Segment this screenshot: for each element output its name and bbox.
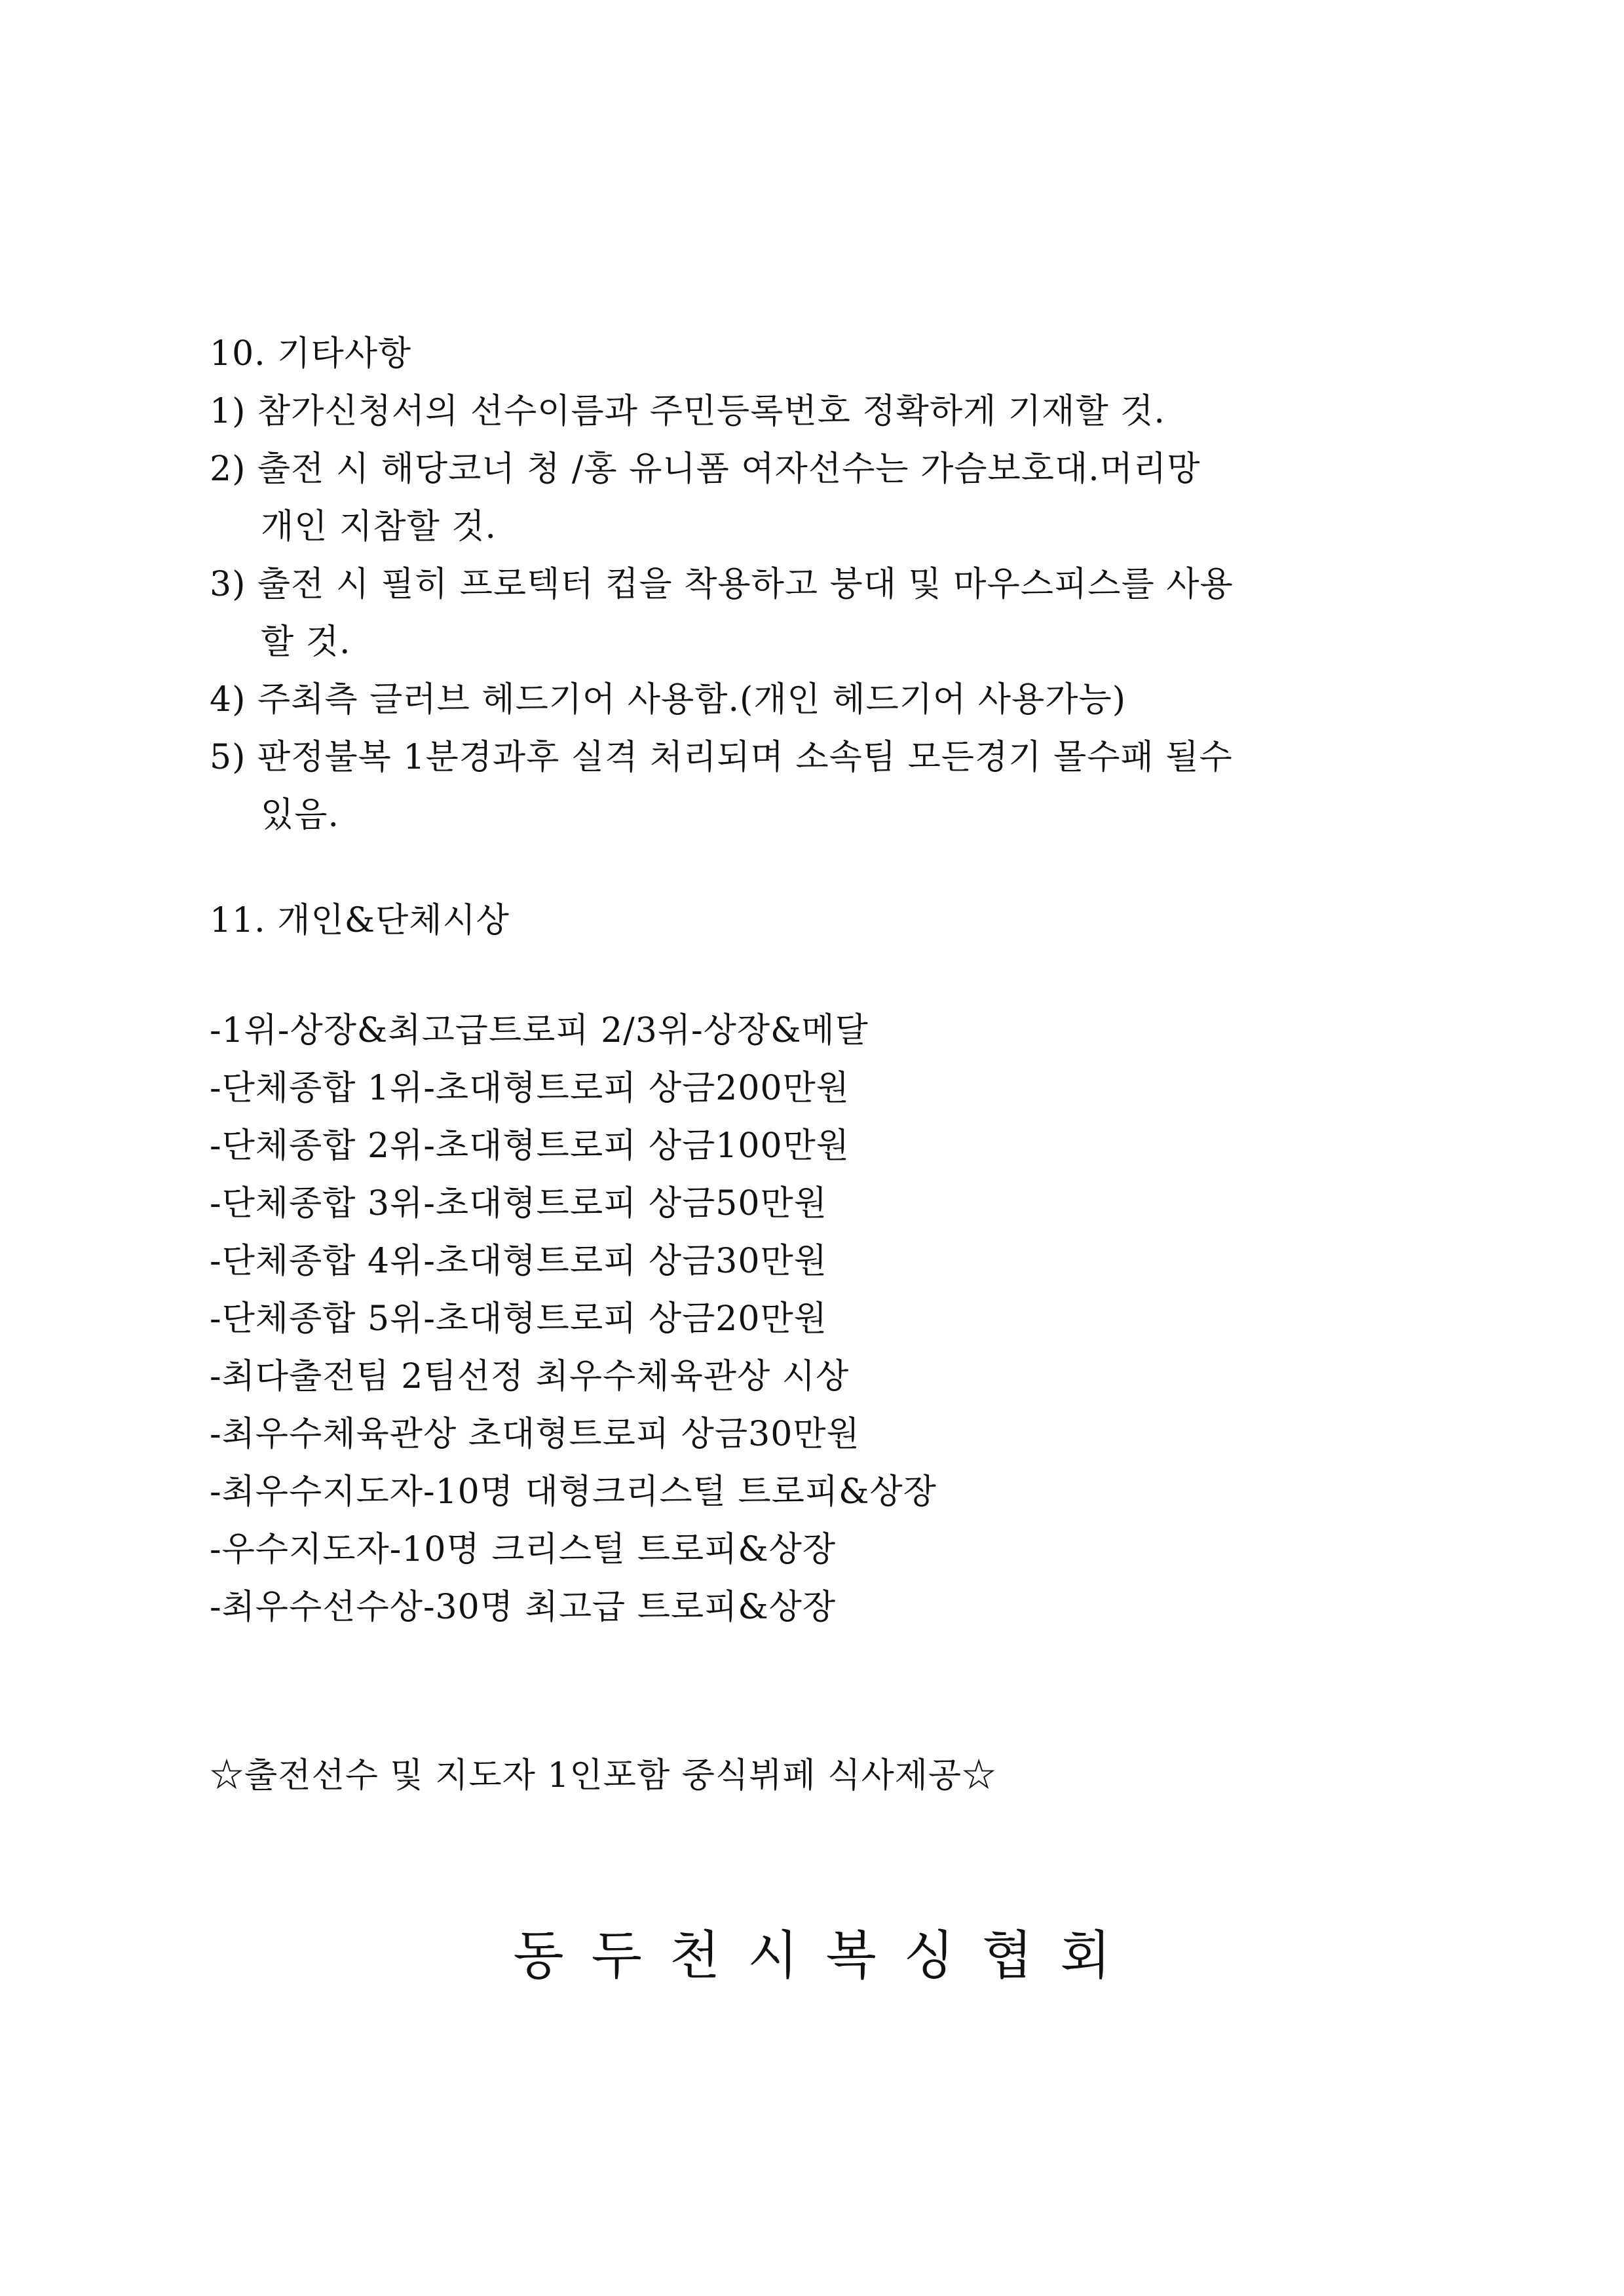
award-item: -단체종합 1위-초대형트로피 상금200만원 xyxy=(210,1069,850,1108)
organizer-name: 동두천시복싱협회 xyxy=(513,1925,1139,1986)
award-item: -단체종합 5위-초대형트로피 상금20만원 xyxy=(210,1299,827,1339)
rule-item-2-continued: 개인 지참할 것. xyxy=(261,507,497,546)
meal-notice: ☆출전선수 및 지도자 1인포함 중식뷔페 식사제공☆ xyxy=(210,1756,997,1795)
award-item: -단체종합 2위-초대형트로피 상금100만원 xyxy=(210,1126,850,1166)
award-item: -최다출전팀 2팀선정 최우수체육관상 시상 xyxy=(210,1357,850,1396)
award-item: -우수지도자-10명 크리스털 트로피&상장 xyxy=(210,1530,837,1569)
award-item: -1위-상장&최고급트로피 2/3위-상장&메달 xyxy=(210,1011,869,1050)
rule-item-5-continued: 있음. xyxy=(261,795,339,835)
rule-item-3-continued: 할 것. xyxy=(261,622,351,662)
award-item: -단체종합 4위-초대형트로피 상금30만원 xyxy=(210,1242,827,1281)
section-11-heading: 11. 개인&단체시상 xyxy=(210,901,510,940)
rule-item-4: 4) 주최측 글러브 헤드기어 사용함.(개인 헤드기어 사용가능) xyxy=(210,680,1126,719)
rule-item-5: 5) 판정불복 1분경과후 실격 처리되며 소속팀 모든경기 몰수패 될수 xyxy=(210,738,1233,777)
section-10-heading: 10. 기타사항 xyxy=(210,334,412,373)
rule-item-3: 3) 출전 시 필히 프로텍터 컵을 착용하고 붕대 및 마우스피스를 사용 xyxy=(210,565,1234,604)
award-item: -최우수선수상-30명 최고급 트로피&상장 xyxy=(210,1588,837,1627)
rule-item-1: 1) 참가신청서의 선수이름과 주민등록번호 정확하게 기재할 것. xyxy=(210,392,1165,431)
award-item: -최우수지도자-10명 대형크리스털 트로피&상장 xyxy=(210,1472,937,1512)
award-item: -최우수체육관상 초대형트로피 상금30만원 xyxy=(210,1415,860,1454)
rule-item-2: 2) 출전 시 해당코너 청 /홍 유니폼 여자선수는 가슴보호대.머리망 xyxy=(210,450,1201,489)
award-item: -단체종합 3위-초대형트로피 상금50만원 xyxy=(210,1184,827,1223)
